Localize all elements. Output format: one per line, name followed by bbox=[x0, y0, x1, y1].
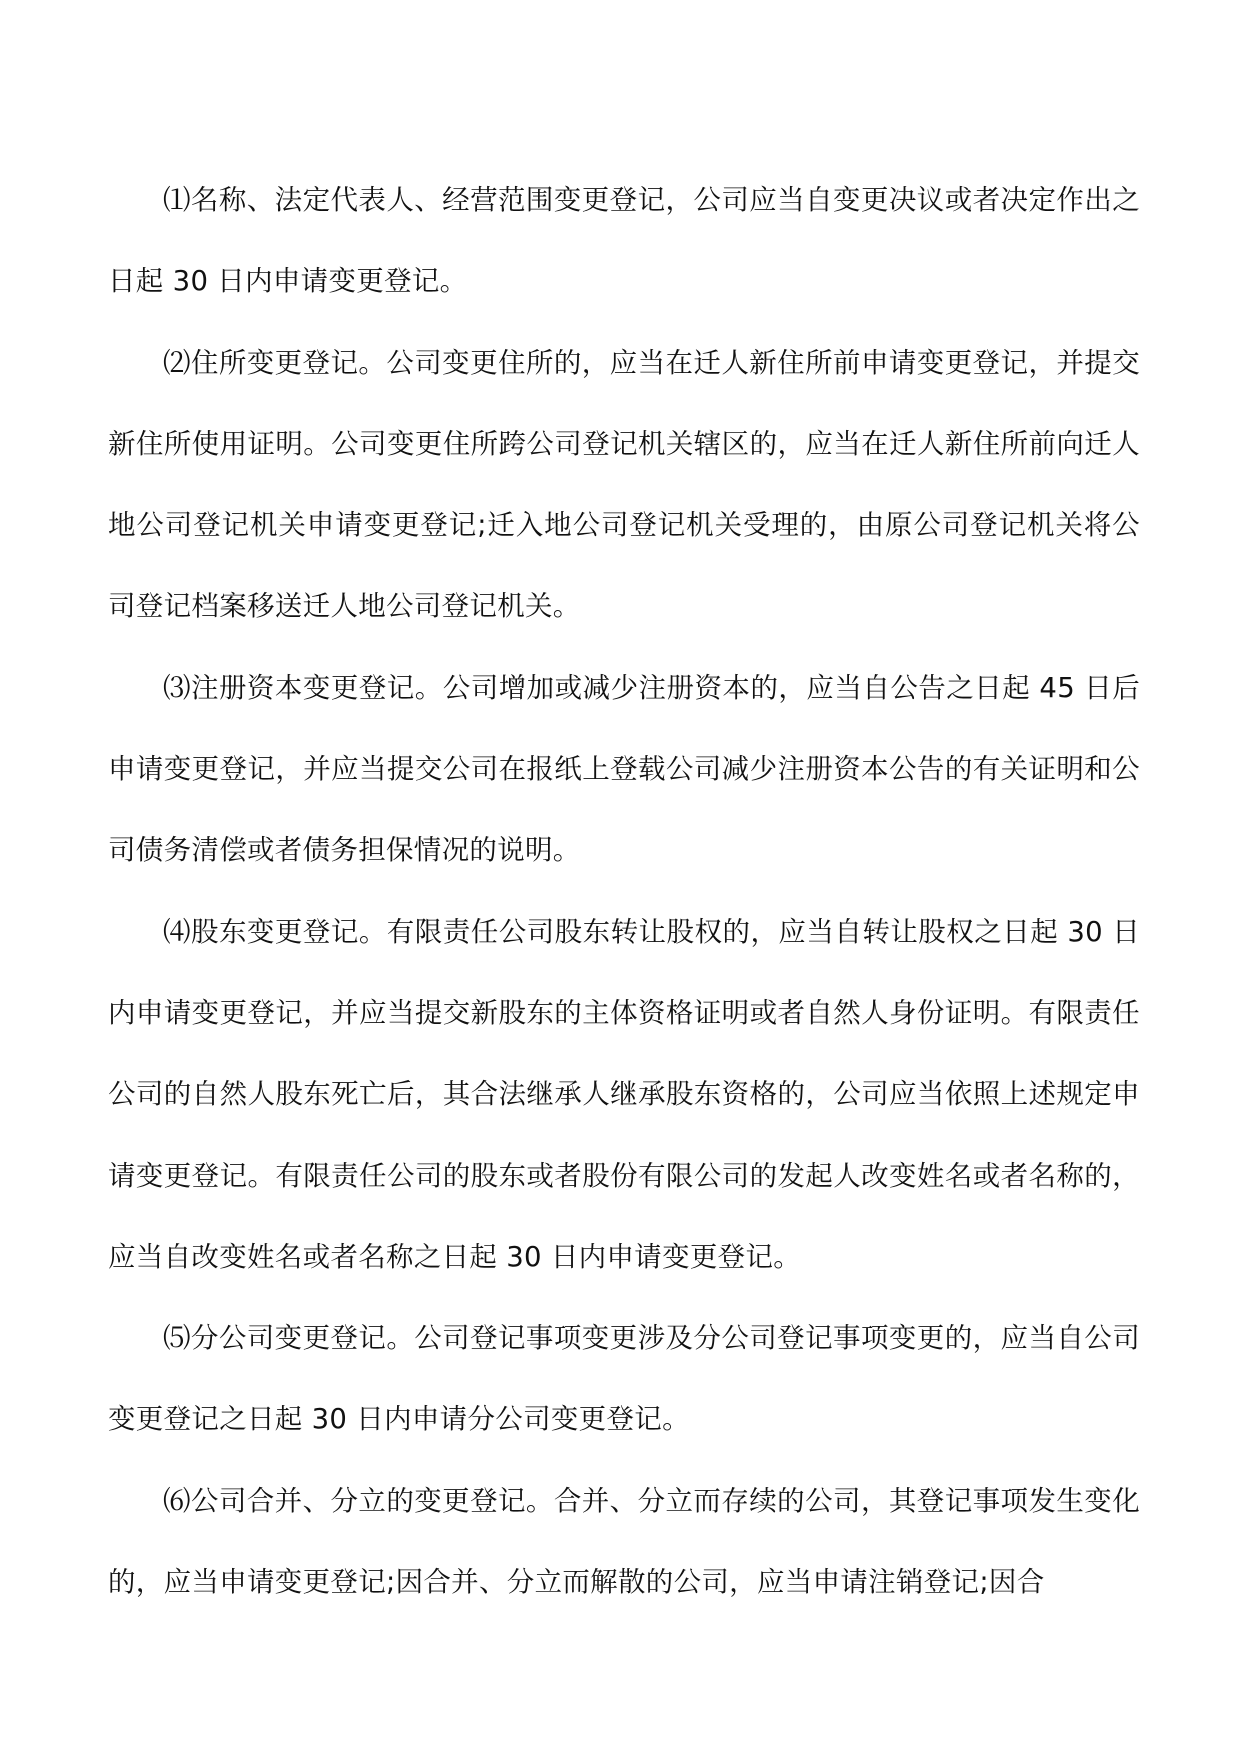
paragraph-branch-change: ⑸分公司变更登记。公司登记事项变更涉及分公司登记事项变更的，应当自公司变更登记之日起 30 日内申请分公司变更登记。 bbox=[108, 1322, 1140, 1436]
paragraph-address-change: ⑵住所变更登记。公司变更住所的，应当在迁人新住所前申请变更登记，并提交新住所使用证明。公司变更住所跨公司登记机关辖区的，应当在迁人新住所前向迁人地公司登记机关申请变更登记;迁入地公司登记机关受理的，由原公司登记机关将公司登记档案移送迁人地公司登记机关。 bbox=[108, 346, 1140, 623]
paragraph-capital-change: ⑶注册资本变更登记。公司增加或减少注册资本的，应当自公告之日起 45 日后申请变更登记，并应当提交公司在报纸上登载公司减少注册资本公告的有关证明和公司债务清偿或者债务担保情况的说明。 bbox=[108, 671, 1140, 867]
paragraph-name-change: ⑴名称、法定代表人、经营范围变更登记，公司应当自变更决议或者决定作出之日起 30 日内申请变更登记。 bbox=[108, 184, 1140, 298]
paragraph-shareholder-change: ⑷股东变更登记。有限责任公司股东转让股权的，应当自转让股权之日起 30 日内申请变更登记，并应当提交新股东的主体资格证明或者自然人身份证明。有限责任公司的自然人股东死亡后，其合法继承人继承股东资格的，公司应当依照上述规定申请变更登记。有限责任公司的股东或者股份有限公司的发起人改变姓名或者名称的，应当自改变姓名或者名称之日起 30 日内申请变更登记。 bbox=[108, 915, 1140, 1273]
paragraph-merger-change: ⑹公司合并、分立的变更登记。合并、分立而存续的公司，其登记事项发生变化的，应当申请变更登记;因合并、分立而解散的公司，应当申请注销登记;因合 bbox=[108, 1484, 1140, 1599]
document-body bbox=[108, 160, 1140, 1623]
